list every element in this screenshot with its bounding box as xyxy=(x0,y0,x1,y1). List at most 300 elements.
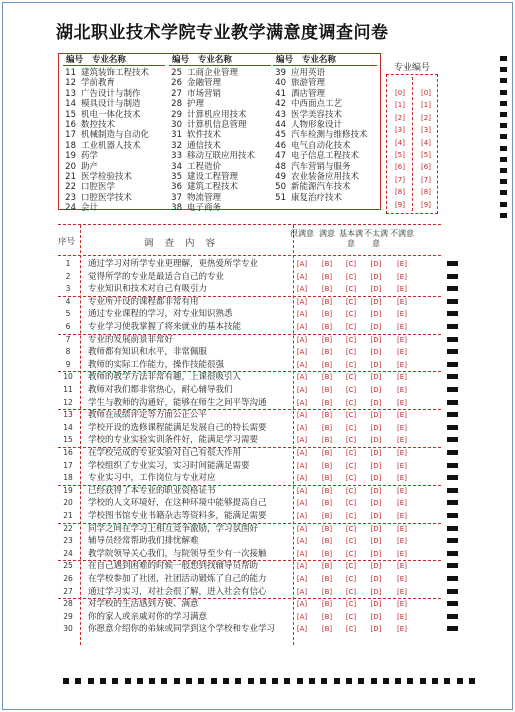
major-item xyxy=(167,99,255,109)
question-number: 11 xyxy=(63,385,73,394)
row-timing-mark xyxy=(447,425,458,430)
question-number: 28 xyxy=(63,599,73,609)
major-name: 中西面点工艺 xyxy=(291,99,343,110)
major-code-digit-bubble[interactable]: [4] xyxy=(395,138,405,147)
answer-bubble[interactable]: [B] xyxy=(321,575,333,583)
answer-bubble[interactable]: [E] xyxy=(397,423,407,432)
answer-bubble[interactable]: [A] xyxy=(296,411,308,420)
answer-bubble[interactable]: [D] xyxy=(370,323,382,331)
answer-bubble[interactable]: [A] xyxy=(296,285,308,294)
major-number: 36 xyxy=(171,182,182,193)
answer-bubble[interactable]: [D] xyxy=(370,373,382,382)
answer-bubble[interactable]: [C] xyxy=(345,587,357,596)
answer-bubble[interactable]: [B] xyxy=(321,335,333,344)
answer-bubble[interactable]: [B] xyxy=(321,411,333,420)
answer-bubble[interactable]: [B] xyxy=(321,524,333,533)
timing-mark xyxy=(161,678,167,684)
answer-bubble[interactable]: [C] xyxy=(345,297,357,306)
answer-bubble[interactable]: [D] xyxy=(370,398,382,407)
major-code-digit-bubble[interactable]: [5] xyxy=(421,151,431,159)
survey-question-row xyxy=(58,308,441,321)
answer-bubble[interactable]: [D] xyxy=(370,474,382,483)
answer-bubble[interactable]: [A] xyxy=(296,335,308,344)
answer-bubble[interactable]: [C] xyxy=(345,260,357,268)
row-timing-mark xyxy=(447,614,458,619)
timing-mark xyxy=(500,213,507,218)
major-name: 口腔医学 xyxy=(81,182,116,193)
timing-mark xyxy=(500,202,507,207)
answer-bubble[interactable]: [C] xyxy=(345,398,357,407)
answer-bubble[interactable]: [E] xyxy=(397,310,407,319)
row-timing-mark xyxy=(447,337,458,342)
answer-bubble[interactable]: [A] xyxy=(296,499,308,508)
answer-bubble[interactable]: [E] xyxy=(397,537,407,546)
major-code-digit-bubble[interactable]: [8] xyxy=(395,188,405,197)
answer-bubble[interactable]: [C] xyxy=(345,373,357,382)
answer-bubble[interactable]: [D] xyxy=(370,310,382,319)
answer-bubble[interactable]: [A] xyxy=(296,486,308,495)
answer-bubble[interactable]: [A] xyxy=(296,512,308,520)
major-code-digit-bubble[interactable]: [0] xyxy=(421,89,431,97)
option-header: 满意 xyxy=(319,229,335,238)
row-timing-mark xyxy=(447,488,458,493)
answer-bubble[interactable]: [C] xyxy=(345,562,357,571)
major-code-digit-bubble[interactable]: [3] xyxy=(395,126,405,135)
timing-mark xyxy=(500,56,507,61)
answer-bubble[interactable]: [A] xyxy=(296,310,308,319)
answer-bubble[interactable]: [A] xyxy=(296,600,308,609)
answer-bubble[interactable]: [E] xyxy=(397,323,407,331)
answer-bubble[interactable]: [D] xyxy=(370,297,382,306)
question-text: 教学院领导关心我们，与院领导至少有一次接触 xyxy=(88,548,267,559)
major-code-digit-bubble[interactable]: [8] xyxy=(421,188,431,197)
answer-bubble[interactable]: [E] xyxy=(397,575,407,583)
answer-bubble[interactable]: [B] xyxy=(321,272,333,281)
answer-bubble[interactable]: [D] xyxy=(370,562,382,571)
major-number: 16 xyxy=(65,119,76,130)
question-text: 教师都有知识和水平，非常佩服 xyxy=(88,347,208,358)
survey-question-row xyxy=(58,598,441,611)
answer-bubble[interactable]: [D] xyxy=(370,411,382,420)
answer-bubble[interactable]: [D] xyxy=(370,499,382,508)
question-text: 觉得所学的专业是最适合自己的专业 xyxy=(88,271,225,282)
row-timing-mark xyxy=(447,274,458,279)
option-header: 不满意 xyxy=(390,229,414,238)
major-item xyxy=(61,120,149,130)
survey-question-row xyxy=(58,573,441,586)
answer-bubble[interactable]: [A] xyxy=(296,587,308,596)
major-code-digit-bubble[interactable]: [7] xyxy=(421,175,431,184)
answer-bubble[interactable]: [D] xyxy=(370,512,382,520)
answer-bubble[interactable]: [E] xyxy=(397,411,407,420)
answer-bubble[interactable]: [A] xyxy=(296,575,308,583)
survey-question-row xyxy=(58,384,441,397)
answer-bubble[interactable]: [C] xyxy=(345,612,357,621)
answer-bubble[interactable]: [B] xyxy=(321,423,333,432)
answer-bubble[interactable]: [D] xyxy=(370,348,382,357)
answer-bubble[interactable]: [A] xyxy=(296,360,308,369)
question-text: 在自己遇到困难的时候一般想到找辅导员帮助 xyxy=(88,561,259,572)
row-timing-mark xyxy=(447,551,458,556)
answer-bubble[interactable]: [D] xyxy=(370,260,382,268)
answer-bubble[interactable]: [E] xyxy=(397,398,407,407)
answer-bubble[interactable]: [D] xyxy=(370,386,382,394)
timing-mark xyxy=(500,179,507,184)
major-number: 43 xyxy=(275,109,286,120)
survey-question-row xyxy=(58,422,441,435)
major-number: 19 xyxy=(65,151,76,162)
major-item xyxy=(271,110,368,120)
survey-question-row xyxy=(58,271,441,284)
answer-bubble[interactable]: [D] xyxy=(370,461,382,470)
major-name: 电子信息工程技术 xyxy=(291,151,360,162)
timing-mark xyxy=(211,678,217,684)
answer-bubble[interactable]: [C] xyxy=(345,310,357,319)
row-timing-mark xyxy=(447,362,458,367)
answer-bubble[interactable]: [C] xyxy=(345,360,357,369)
answer-bubble[interactable]: [C] xyxy=(345,474,357,483)
question-number: 17 xyxy=(63,460,73,470)
answer-bubble[interactable]: [E] xyxy=(397,449,407,457)
major-number: 46 xyxy=(275,140,286,151)
answer-bubble[interactable]: [C] xyxy=(345,386,357,394)
survey-question-row xyxy=(58,359,441,372)
major-item xyxy=(167,162,255,172)
answer-bubble[interactable]: [B] xyxy=(321,436,333,445)
answer-bubble[interactable]: [B] xyxy=(321,360,333,369)
answer-bubble[interactable]: [C] xyxy=(345,512,357,520)
option-header: 不太满意 xyxy=(364,229,388,248)
answer-bubble[interactable]: [B] xyxy=(321,323,333,331)
timing-mark xyxy=(137,678,143,684)
answer-bubble[interactable]: [B] xyxy=(321,449,333,457)
row-timing-mark xyxy=(447,311,458,316)
timing-mark xyxy=(309,678,315,684)
answer-bubble[interactable]: [B] xyxy=(321,499,333,508)
question-text: 教师的实际工作能力，操作技能很强 xyxy=(88,359,225,370)
major-name: 汽车检测与维修技术 xyxy=(291,130,368,141)
answer-bubble[interactable]: [D] xyxy=(370,625,382,634)
major-code-digit-bubble[interactable]: [9] xyxy=(421,200,431,209)
answer-bubble[interactable]: [D] xyxy=(370,436,382,445)
answer-bubble[interactable]: [A] xyxy=(296,260,308,268)
row-timing-mark xyxy=(447,299,458,304)
answer-bubble[interactable]: [B] xyxy=(321,474,333,483)
answer-bubble[interactable]: [A] xyxy=(296,373,308,382)
answer-bubble[interactable]: [E] xyxy=(397,486,407,495)
major-code-digit-bubble[interactable]: [2] xyxy=(395,113,405,122)
answer-bubble[interactable]: [A] xyxy=(296,423,308,432)
survey-table xyxy=(58,224,441,646)
answer-bubble[interactable]: [E] xyxy=(397,474,407,483)
major-item xyxy=(271,120,368,130)
major-name: 汽车营销与服务 xyxy=(291,161,351,172)
answer-bubble[interactable]: [C] xyxy=(345,449,357,457)
answer-bubble[interactable]: [B] xyxy=(321,260,333,268)
major-item xyxy=(271,182,368,192)
timing-mark xyxy=(420,678,426,684)
major-number: 24 xyxy=(65,203,76,214)
question-text: 通过专业课程的学习，对专业知识熟悉 xyxy=(88,309,233,320)
answer-bubble[interactable]: [B] xyxy=(321,612,333,621)
major-item xyxy=(167,130,255,140)
timing-mark xyxy=(371,678,377,684)
answer-bubble[interactable]: [C] xyxy=(345,486,357,495)
major-item xyxy=(271,141,368,151)
answer-bubble[interactable]: [C] xyxy=(345,285,357,294)
answer-bubble[interactable]: [C] xyxy=(345,549,357,558)
timing-mark xyxy=(186,678,192,684)
question-number: 3 xyxy=(65,284,71,294)
answer-bubble[interactable]: [E] xyxy=(397,512,407,520)
answer-bubble[interactable]: [B] xyxy=(321,297,333,306)
survey-question-row xyxy=(58,560,441,573)
major-code-digit-bubble[interactable]: [9] xyxy=(395,200,405,209)
major-code-digit-bubble[interactable]: [0] xyxy=(395,89,405,97)
major-code-digit-bubble[interactable]: [1] xyxy=(421,101,431,110)
answer-bubble[interactable]: [B] xyxy=(321,310,333,319)
major-code-digit-bubble[interactable]: [3] xyxy=(421,126,431,135)
answer-bubble[interactable]: [A] xyxy=(296,323,308,331)
answer-bubble[interactable]: [C] xyxy=(345,272,357,281)
answer-bubble[interactable]: [B] xyxy=(321,625,333,634)
question-text: 已经获得了本专业的职业资格证书 xyxy=(88,485,216,496)
major-name: 建设工程管理 xyxy=(187,171,239,182)
answer-bubble[interactable]: [D] xyxy=(370,575,382,583)
major-code-grid xyxy=(386,74,438,214)
answer-bubble[interactable]: [C] xyxy=(345,436,357,445)
row-timing-mark xyxy=(447,450,458,455)
major-item xyxy=(61,203,149,213)
major-number: 48 xyxy=(275,161,286,172)
answer-bubble[interactable]: [E] xyxy=(397,436,407,445)
major-number: 35 xyxy=(171,171,182,182)
answer-bubble[interactable]: [B] xyxy=(321,373,333,382)
answer-bubble[interactable]: [B] xyxy=(321,549,333,558)
major-item xyxy=(271,130,368,140)
answer-bubble[interactable]: [C] xyxy=(345,335,357,344)
answer-bubble[interactable]: [D] xyxy=(370,524,382,533)
answer-bubble[interactable]: [D] xyxy=(370,587,382,596)
answer-bubble[interactable]: [C] xyxy=(345,348,357,357)
survey-question-row xyxy=(58,258,441,271)
major-number: 12 xyxy=(65,78,76,89)
question-text: 在学校完成的专业实验对自己有很大作用 xyxy=(88,448,242,458)
question-number: 22 xyxy=(63,523,73,533)
answer-bubble[interactable]: [E] xyxy=(397,360,407,369)
question-text: 对学校的生活感到方便、满意 xyxy=(88,599,199,610)
major-item xyxy=(61,172,149,182)
answer-bubble[interactable]: [E] xyxy=(397,562,407,571)
question-number: 10 xyxy=(63,372,73,382)
major-code-digit-bubble[interactable]: [5] xyxy=(395,151,405,159)
major-item xyxy=(61,151,149,161)
answer-bubble[interactable]: [C] xyxy=(345,600,357,609)
answer-bubble[interactable]: [C] xyxy=(345,537,357,546)
major-name: 电气自动化技术 xyxy=(291,140,351,151)
major-code-digit-bubble[interactable]: [2] xyxy=(421,113,431,122)
answer-bubble[interactable]: [E] xyxy=(397,373,407,382)
major-name: 金融管理 xyxy=(187,78,222,89)
timing-mark xyxy=(500,134,507,139)
major-number: 28 xyxy=(171,99,182,110)
question-number: 9 xyxy=(65,359,71,369)
answer-bubble[interactable]: [C] xyxy=(345,575,357,583)
answer-bubble[interactable]: [A] xyxy=(296,348,308,357)
answer-bubble[interactable]: [D] xyxy=(370,423,382,432)
answer-bubble[interactable]: [B] xyxy=(321,587,333,596)
timing-mark xyxy=(500,146,507,151)
answer-bubble[interactable]: [B] xyxy=(321,562,333,571)
question-text: 你的家人或亲戚对你的学习满意 xyxy=(88,611,208,622)
major-item xyxy=(61,182,149,192)
answer-bubble[interactable]: [B] xyxy=(321,386,333,394)
answer-bubble[interactable]: [C] xyxy=(345,423,357,432)
timing-mark xyxy=(500,78,507,83)
answer-bubble[interactable]: [D] xyxy=(370,612,382,621)
major-name: 通信技术 xyxy=(187,140,222,151)
timing-mark xyxy=(149,678,155,684)
survey-question-row xyxy=(58,346,441,359)
answer-bubble[interactable]: [A] xyxy=(296,562,308,571)
major-number: 26 xyxy=(171,78,182,89)
answer-bubble[interactable]: [E] xyxy=(397,285,407,294)
answer-bubble[interactable]: [D] xyxy=(370,360,382,369)
answer-bubble[interactable]: [E] xyxy=(397,600,407,609)
major-item xyxy=(167,203,255,213)
timing-mark xyxy=(395,678,401,684)
timing-mark xyxy=(63,678,69,684)
answer-bubble[interactable]: [E] xyxy=(397,335,407,344)
question-number: 21 xyxy=(63,511,73,520)
answer-bubble[interactable]: [B] xyxy=(321,537,333,546)
answer-bubble[interactable]: [E] xyxy=(397,612,407,621)
answer-bubble[interactable]: [D] xyxy=(370,549,382,558)
answer-bubble[interactable]: [B] xyxy=(321,486,333,495)
answer-bubble[interactable]: [D] xyxy=(370,486,382,495)
question-number: 2 xyxy=(65,271,71,281)
major-code-digit-bubble[interactable]: [6] xyxy=(421,163,431,172)
answer-bubble[interactable]: [B] xyxy=(321,600,333,609)
major-name: 学前教育 xyxy=(81,78,116,89)
major-item xyxy=(61,110,149,120)
major-name: 工业机器人技术 xyxy=(81,140,141,151)
answer-bubble[interactable]: [A] xyxy=(296,549,308,558)
row-timing-mark xyxy=(447,538,458,543)
answer-bubble[interactable]: [C] xyxy=(345,499,357,508)
major-name: 护理 xyxy=(187,99,205,110)
major-item xyxy=(167,120,255,130)
answer-bubble[interactable]: [E] xyxy=(397,348,407,357)
answer-bubble[interactable]: [B] xyxy=(321,348,333,357)
answer-bubble[interactable]: [C] xyxy=(345,524,357,533)
answer-bubble[interactable]: [E] xyxy=(397,386,407,394)
answer-bubble[interactable]: [C] xyxy=(345,461,357,470)
answer-bubble[interactable]: [A] xyxy=(296,612,308,621)
question-text: 学校图书馆专业书籍杂志等资料多，能满足需要 xyxy=(88,511,267,521)
answer-bubble[interactable]: [E] xyxy=(397,461,407,470)
survey-question-row xyxy=(58,447,441,460)
row-timing-mark xyxy=(447,286,458,291)
answer-bubble[interactable]: [E] xyxy=(397,625,407,634)
answer-bubble[interactable]: [E] xyxy=(397,524,407,533)
major-code-digit-bubble[interactable]: [6] xyxy=(395,163,405,172)
row-timing-mark xyxy=(447,437,458,442)
major-item xyxy=(167,172,255,182)
answer-bubble[interactable]: [D] xyxy=(370,449,382,457)
major-code-digit-bubble[interactable]: [7] xyxy=(395,175,405,184)
major-number: 30 xyxy=(171,119,182,130)
answer-bubble[interactable]: [E] xyxy=(397,272,407,281)
answer-bubble[interactable]: [B] xyxy=(321,398,333,407)
major-name: 助产 xyxy=(81,161,99,172)
major-column-header: 编号 专业名称 xyxy=(273,55,377,66)
answer-bubble[interactable]: [C] xyxy=(345,323,357,331)
answer-bubble[interactable]: [E] xyxy=(397,587,407,596)
timing-mark xyxy=(383,678,389,684)
answer-bubble[interactable]: [C] xyxy=(345,625,357,634)
major-name: 药学 xyxy=(81,151,99,162)
timing-mark xyxy=(125,678,131,684)
question-text: 学校开设的选修课程能满足发展自己的特长需要 xyxy=(88,422,267,433)
answer-bubble[interactable]: [E] xyxy=(397,260,407,268)
major-number: 42 xyxy=(275,99,286,110)
answer-bubble[interactable]: [E] xyxy=(397,499,407,508)
answer-bubble[interactable]: [C] xyxy=(345,411,357,420)
answer-bubble[interactable]: [D] xyxy=(370,600,382,609)
question-number: 25 xyxy=(63,561,73,571)
major-name: 工程造价 xyxy=(187,161,222,172)
question-number: 24 xyxy=(63,548,73,558)
answer-bubble[interactable]: [A] xyxy=(296,272,308,281)
question-number: 1 xyxy=(65,259,71,268)
major-item xyxy=(167,182,255,192)
answer-bubble[interactable]: [A] xyxy=(296,449,308,457)
answer-bubble[interactable]: [B] xyxy=(321,512,333,520)
answer-bubble[interactable]: [D] xyxy=(370,537,382,546)
timing-mark xyxy=(174,678,180,684)
answer-bubble[interactable]: [A] xyxy=(296,461,308,470)
answer-bubble[interactable]: [B] xyxy=(321,285,333,294)
major-item xyxy=(61,141,149,151)
row-timing-mark xyxy=(447,576,458,581)
answer-bubble[interactable]: [A] xyxy=(296,436,308,445)
answer-bubble[interactable]: [B] xyxy=(321,461,333,470)
answer-bubble[interactable]: [D] xyxy=(370,285,382,294)
answer-bubble[interactable]: [D] xyxy=(370,272,382,281)
row-timing-mark xyxy=(447,374,458,379)
option-header: 基本满意 xyxy=(339,229,363,248)
major-name: 医学美容技术 xyxy=(291,109,343,120)
answer-bubble[interactable]: [A] xyxy=(296,474,308,483)
question-text: 你愿意介绍你的弟妹或同学到这个学校和专业学习 xyxy=(88,624,276,635)
answer-bubble[interactable]: [A] xyxy=(296,537,308,546)
survey-question-row xyxy=(58,460,441,473)
answer-bubble[interactable]: [E] xyxy=(397,549,407,558)
answer-bubble[interactable]: [A] xyxy=(296,625,308,634)
question-number: 23 xyxy=(63,536,73,546)
answer-bubble[interactable]: [A] xyxy=(296,297,308,306)
row-timing-mark xyxy=(447,412,458,417)
major-number: 15 xyxy=(65,109,76,120)
answer-bubble[interactable]: [A] xyxy=(296,524,308,533)
major-code-digit-bubble[interactable]: [1] xyxy=(395,101,405,110)
answer-bubble[interactable]: [A] xyxy=(296,398,308,407)
answer-bubble[interactable]: [A] xyxy=(296,386,308,394)
answer-bubble[interactable]: [D] xyxy=(370,335,382,344)
major-code-digit-bubble[interactable]: [4] xyxy=(421,138,431,147)
answer-bubble[interactable]: [E] xyxy=(397,297,407,306)
